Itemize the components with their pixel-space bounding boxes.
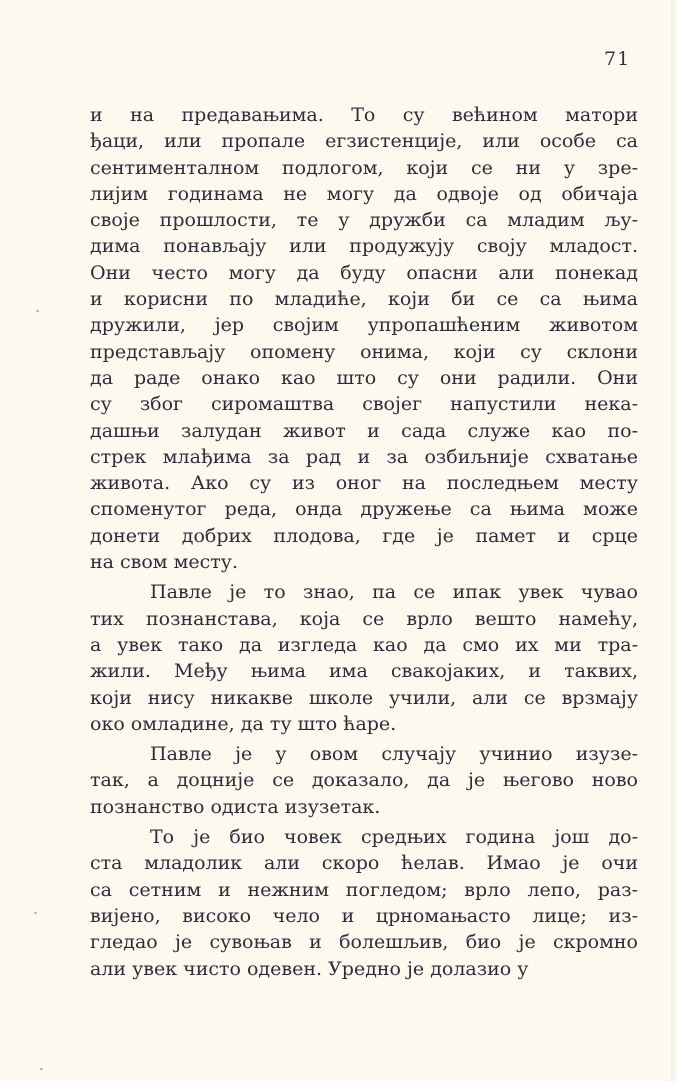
text-line: споменутог реда, онда дружење са њима може	[90, 498, 638, 521]
paper-speck	[34, 912, 37, 914]
text-line: сентименталном подлогом, који се ни у зре-	[90, 156, 638, 179]
text-line: лијим годинама не могу да одвоје од обичаја	[90, 182, 638, 205]
text-line: који нису никакве школе учили, али се врзмају	[90, 686, 638, 709]
text-line: познанство одиста изузетак.	[90, 795, 381, 818]
text-line: вијено, високо чело и црномањасто лице; из-	[90, 904, 638, 927]
text-line: стрек млађима за рад и за озбиљније схватање	[90, 445, 638, 468]
text-line: и корисни по младиће, који би се са њима	[90, 288, 638, 311]
text-line: Павле је то знао, па се ипак увек чувао	[150, 581, 638, 604]
paragraph	[90, 741, 638, 820]
text-line: али увек чисто одевен. Уредно је долазио у	[90, 957, 529, 980]
text-line: своје прошлости, те у дружби са младим љу-	[90, 209, 638, 232]
paper-speck	[36, 310, 39, 312]
text-line: да раде онако као што су они радили. Они	[90, 366, 638, 389]
page-edge-bottom	[0, 1081, 679, 1089]
text-line: ста младолик али скоро ћелав. Имао је очи	[90, 852, 638, 875]
text-line: су због сиромаштва својег напустили нека-	[90, 393, 638, 416]
text-line: дружили, јер својим упропашћеним животом	[90, 314, 638, 337]
paragraph	[90, 579, 638, 737]
text-line: Они често могу да буду опасни али понекад	[90, 261, 638, 284]
text-line: и на предавањима. То су већином матори	[90, 104, 638, 126]
text-line: на свом месту.	[90, 551, 239, 574]
page-number: 71	[604, 48, 631, 70]
page-edge	[671, 0, 679, 1089]
text-line: так, а доцније се доказало, да је његово ново	[90, 769, 638, 792]
text-line: жили. Међу њима има свакојаких, и таквих,	[90, 660, 638, 683]
text-line: донети добрих плодова, где је памет и срце	[90, 524, 638, 547]
text-line: а увек тако да изгледа као да смо их ми тра-	[90, 633, 638, 656]
text-line: гледао је сувоњав и болешљив, био је скромно	[90, 931, 638, 954]
body-text	[90, 102, 638, 982]
text-line: ђаци, или пропале егзистенције, или особе са	[90, 130, 638, 153]
text-line: око омладине, да ту што ћаре.	[90, 712, 397, 735]
text-line: дашњи залудан живот и сада служе као по-	[90, 419, 638, 442]
text-line: То је био човек средњих година још до-	[150, 826, 638, 849]
paragraph	[90, 102, 638, 575]
text-line: тих познанстава, која се врло вешто намећу,	[90, 607, 638, 630]
text-line: Павле је у овом случају учинио изузе-	[150, 743, 638, 766]
paragraph	[90, 824, 638, 982]
paper-speck	[40, 1068, 43, 1070]
text-line: представљају опомену онима, који су склони	[90, 340, 638, 363]
text-line: дима понављају или продужују своју младост.	[90, 235, 638, 258]
text-line: живота. Ако су из оног на последњем месту	[90, 472, 638, 495]
text-line: са сетним и нежним погледом; врло лепо, раз-	[90, 878, 638, 901]
